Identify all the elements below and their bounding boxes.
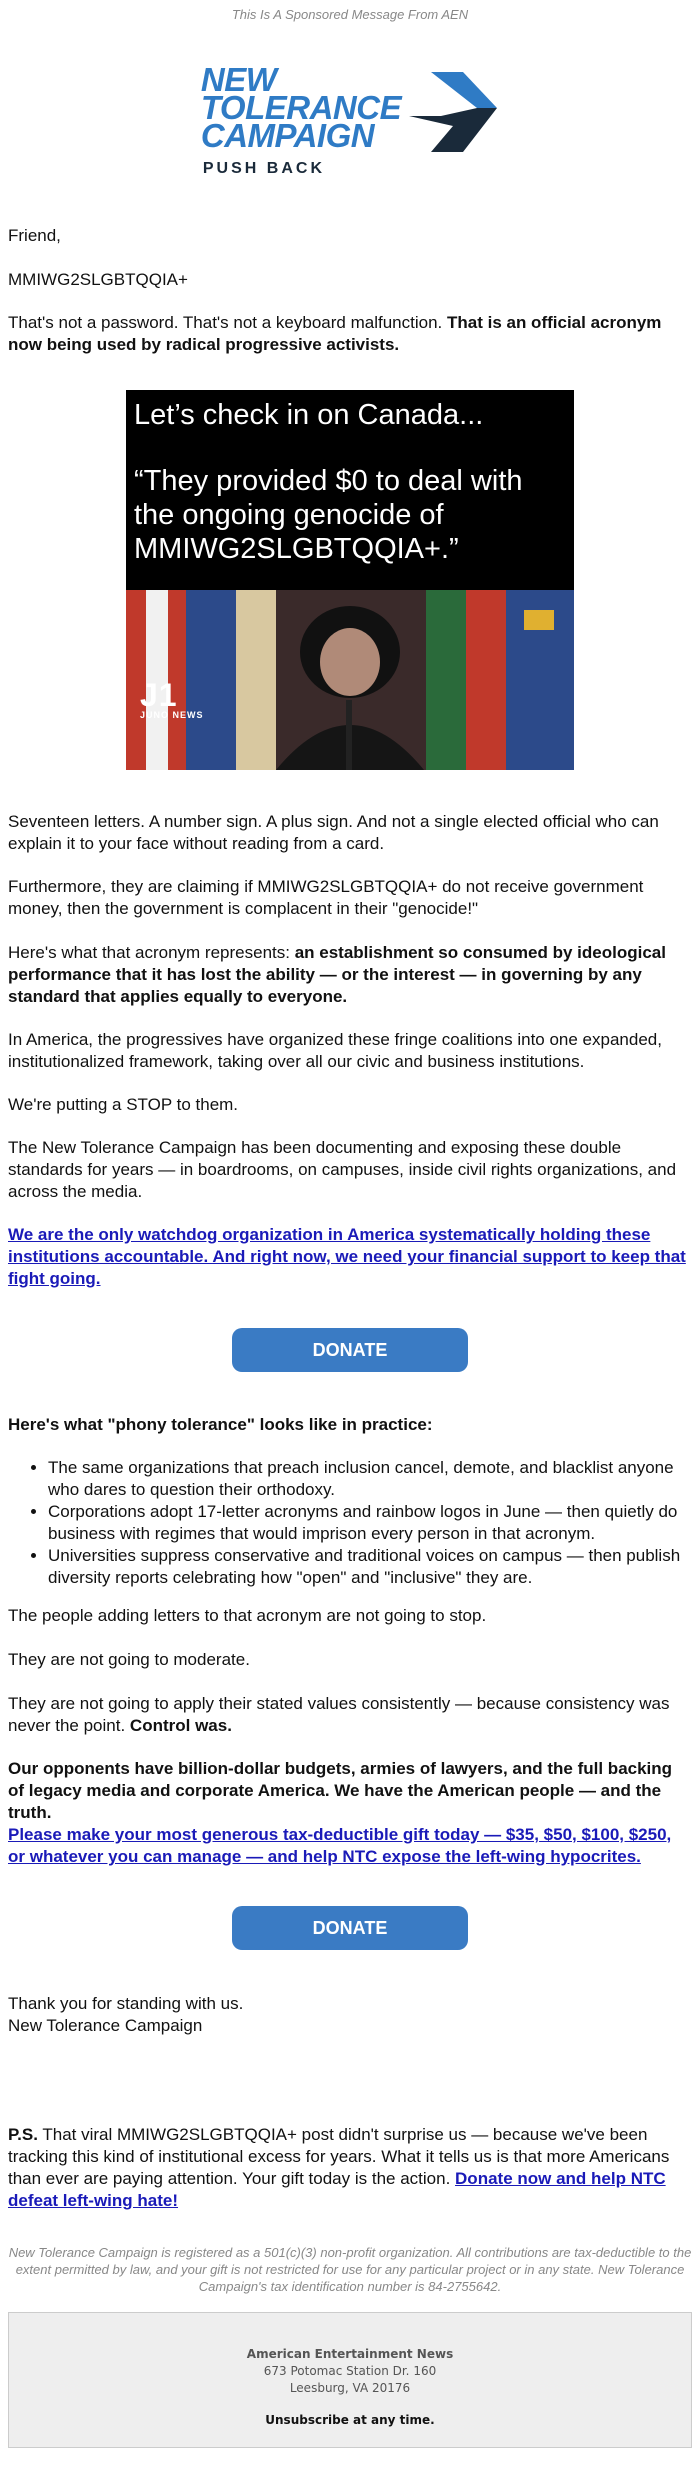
greeting: Friend,	[8, 226, 61, 245]
acronym-represents-bold: an establishment so consumed by ideological performance that it has lost the ability — or the interest — in governing by any standard that applies equally to everyone.	[8, 943, 666, 1006]
footer-address-line-1: 673 Potomac Station Dr. 160	[263, 2364, 437, 2378]
logo-line-new: NEW	[200, 61, 277, 98]
image-quote: “They provided $0 to deal with the ongoing genocide of MMIWG2SLGBTQQIA+.”	[134, 465, 523, 565]
paragraph-government-money: Furthermore, they are claiming if MMIWG2SLGBTQQIA+ do not receive government money, then the government is complacent in their "genocide!"	[8, 877, 644, 918]
footer-org: American Entertainment News	[246, 2347, 454, 2361]
phony-tolerance-heading: Here's what "phony tolerance" looks like in practice:	[8, 1415, 433, 1434]
j1-mark: J1	[140, 677, 178, 713]
donation-link-1-wrap	[8, 1224, 692, 1290]
intro-bold: That is an official acronym now being used by radical progressive activists.	[8, 313, 662, 354]
paragraph-not-moderate: They are not going to moderate.	[8, 1650, 250, 1669]
ntc-logo[interactable]	[200, 61, 499, 221]
paragraph-opponents: Our opponents have billion-dollar budgets, armies of lawyers, and the full backing of legacy media and corporate America. We have the American people — and the truth.	[8, 1759, 673, 1822]
donate-button-1[interactable]: DONATE	[232, 1328, 468, 1372]
tax-disclaimer: New Tolerance Campaign is registered as a 501(c)(3) non-profit organization. All contributions are tax-deductible to the extent permitted by law, and your gift is not restricted for use for any particular project or in any state. New Tolerance Campaign's tax identification number is 84-2755642.	[8, 2245, 692, 2294]
acronym-represents-plain: Here's what that acronym represents:	[8, 943, 295, 962]
paragraph-control	[8, 1693, 692, 1737]
signoff-line: New Tolerance Campaign	[8, 2016, 203, 2035]
intro-plain: That's not a password. That's not a keyboard malfunction.	[8, 313, 447, 332]
logo-container	[0, 26, 700, 221]
list-item: • Universities suppress conservative and traditional voices on campus — then publish diversity reports celebrating how "open" and "inclusive" they are.	[48, 1545, 692, 1589]
watermark-text: JUNO NEWS	[140, 710, 204, 720]
paragraph-in-america: In America, the progressives have organized these fringe coalitions into one expanded, institutionalized framework, taking over all our civic and business institutions.	[8, 1030, 662, 1071]
logo-line-campaign: CAMPAIGN	[200, 117, 375, 154]
ps-label: P.S.	[8, 2125, 38, 2144]
unsubscribe-link[interactable]: Unsubscribe at any time.	[265, 2413, 435, 2427]
paragraph-stop: We're putting a STOP to them.	[8, 1095, 239, 1114]
intro-paragraph	[8, 312, 692, 356]
footer-address-line-2: Leesburg, VA 20176	[289, 2381, 411, 2395]
sponsor-notice: This Is A Sponsored Message From AEN	[231, 7, 469, 22]
donation-link-watchdog[interactable]: We are the only watchdog organization in America systematically holding these institutions accountable. And right now, we need your financial support to keep that fight going.	[8, 1225, 686, 1288]
control-plain: They are not going to apply their stated values consistently — because consistency was never the point.	[8, 1694, 670, 1735]
footer-box	[8, 2312, 692, 2448]
logo-line-tolerance: TOLERANCE	[200, 89, 402, 126]
paragraph-seventeen-letters: Seventeen letters. A number sign. A plus sign. And not a single elected official who can explain it to your face without reading from a card.	[8, 812, 659, 853]
phony-tolerance-list	[8, 1457, 692, 1589]
control-bold: Control was.	[129, 1716, 232, 1735]
ps-donate-link[interactable]: Donate now and help NTC defeat left-wing hate!	[8, 2169, 666, 2210]
ps-paragraph	[8, 2124, 692, 2212]
list-item: • The same organizations that preach inclusion cancel, demote, and blacklist anyone who dares to question their orthodoxy.	[48, 1457, 692, 1501]
donation-link-2-wrap	[8, 1824, 692, 1868]
paragraph-documenting: The New Tolerance Campaign has been documenting and exposing these double standards for years — in boardrooms, on campuses, inside civil rights organizations, and across the media.	[8, 1138, 677, 1201]
paragraph-acronym-represents	[8, 942, 692, 1008]
thanks-line: Thank you for standing with us.	[8, 1994, 244, 2013]
list-item: • Corporations adopt 17-letter acronyms and rainbow logos in June — then quietly do business with regimes that would imprison every person in that acronym.	[48, 1501, 692, 1545]
logo-tagline: PUSH BACK	[202, 160, 325, 177]
acronym-line: MMIWG2SLGBTQQIA+	[8, 270, 188, 289]
junonews-watermark	[140, 677, 204, 720]
paragraph-not-stop: The people adding letters to that acronym are not going to stop.	[8, 1606, 487, 1625]
donate-button-2[interactable]: DONATE	[232, 1906, 468, 1950]
logo-wordmark	[200, 61, 402, 178]
image-heading: Let’s check in on Canada...	[134, 399, 484, 431]
donation-link-generous-gift[interactable]: Please make your most generous tax-deductible gift today — $35, $50, $100, $250, or whatever you can manage — and help NTC expose the left-wing hypocrites.	[8, 1825, 672, 1866]
ps-text: That viral MMIWG2SLGBTQQIA+ post didn't surprise us — because we've been tracking this kind of institutional excess for years. What it tells us is that more Americans than ever are paying attention. Your gift today is the action.	[8, 2125, 670, 2188]
canada-screenshot-image	[126, 390, 574, 770]
chevron-arrow-icon	[407, 70, 499, 154]
